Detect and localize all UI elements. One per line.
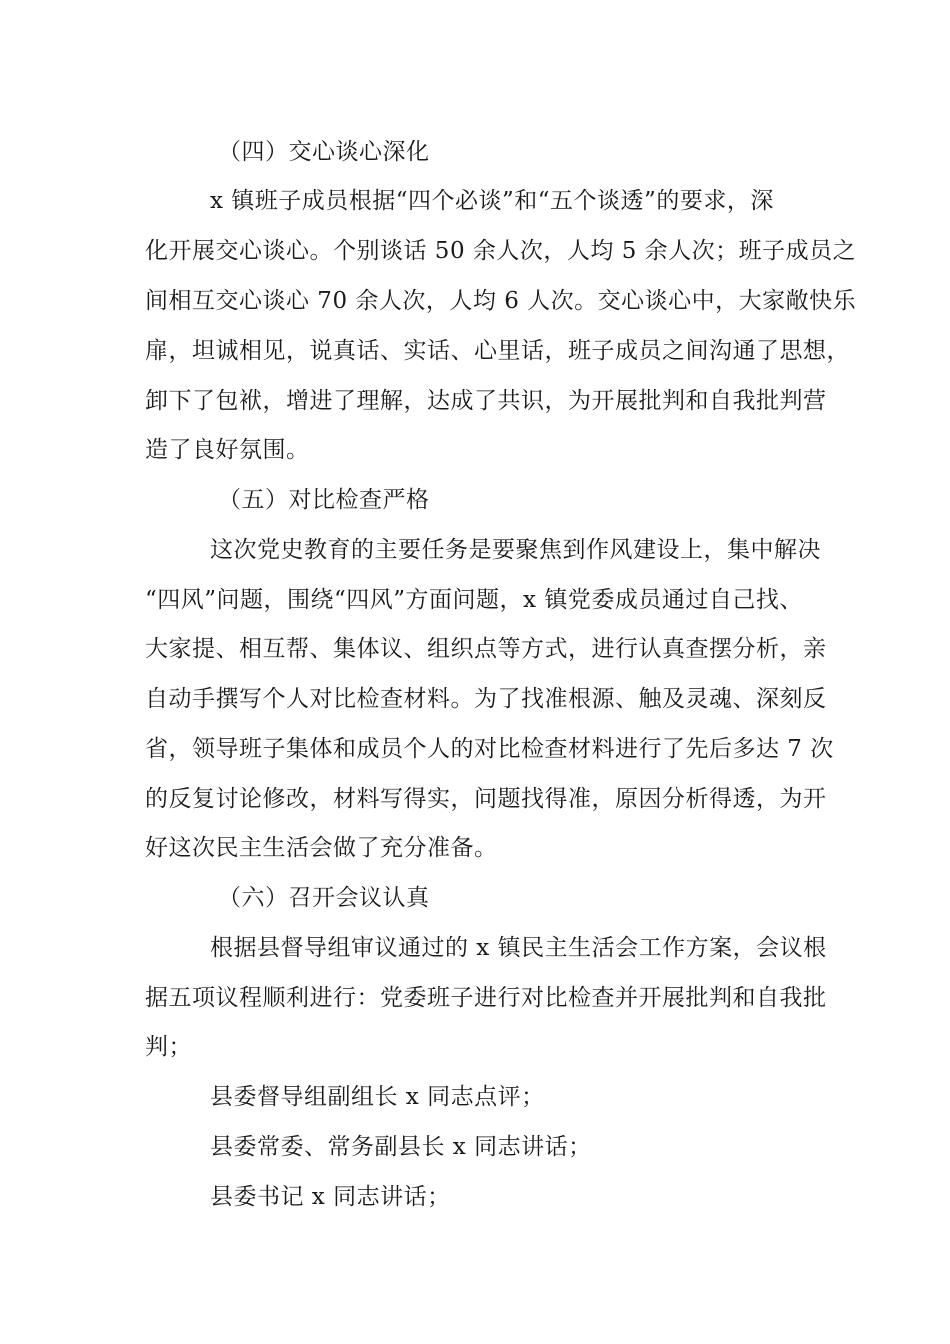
paragraph-line: 大家提、相互帮、集体议、组织点等方式，进行认真查摆分析，亲 (145, 636, 827, 662)
paragraph-line: 省，领导班子集体和成员个人的对比检查材料进行了先后多达 7 次 (145, 736, 834, 762)
paragraph-line: 这次党史教育的主要任务是要聚焦到作风建设上，集中解决 (210, 537, 821, 563)
agenda-item: 县委书记 x 同志讲话； (210, 1184, 451, 1210)
agenda-item: 县委常委、常务副县长 x 同志讲话； (210, 1134, 592, 1160)
section-heading-4: （四）交心谈心深化 (218, 139, 430, 165)
paragraph-line: 的反复讨论修改，材料写得实，问题找得准，原因分析得透，为开 (145, 786, 827, 812)
section-heading-5: （五）对比检查严格 (218, 487, 430, 513)
paragraph-line: 好这次民主生活会做了充分准备。 (145, 835, 498, 861)
paragraph-line: 判； (145, 1034, 192, 1060)
paragraph-line: 扉，坦诚相见，说真话、实话、心里话，班子成员之间沟通了思想， (145, 338, 850, 364)
paragraph-line: 化开展交心谈心。个别谈话 50 余人次，人均 5 余人次；班子成员之 (145, 238, 857, 264)
paragraph-line: 间相互交心谈心 70 余人次，人均 6 人次。交心谈心中，大家敞快乐 (145, 288, 857, 314)
paragraph-line: x 镇班子成员根据“四个必谈”和“五个谈透”的要求，深 (210, 188, 774, 214)
paragraph-line: 造了良好氛围。 (145, 437, 310, 463)
paragraph-line: 据五项议程顺利进行：党委班子进行对比检查并开展批判和自我批 (145, 985, 827, 1011)
agenda-item: 县委督导组副组长 x 同志点评； (210, 1084, 545, 1110)
section-heading-6: （六）召开会议认真 (218, 885, 430, 911)
paragraph-line: “四风”问题，围绕“四风”方面问题，x 镇党委成员通过自己找、 (145, 587, 803, 613)
paragraph-line: 卸下了包袱，增进了理解，达成了共识，为开展批判和自我批判营 (145, 388, 827, 414)
paragraph-line: 自动手撰写个人对比检查材料。为了找准根源、触及灵魂、深刻反 (145, 686, 827, 712)
paragraph-line: 根据县督导组审议通过的 x 镇民主生活会工作方案，会议根 (210, 935, 827, 961)
